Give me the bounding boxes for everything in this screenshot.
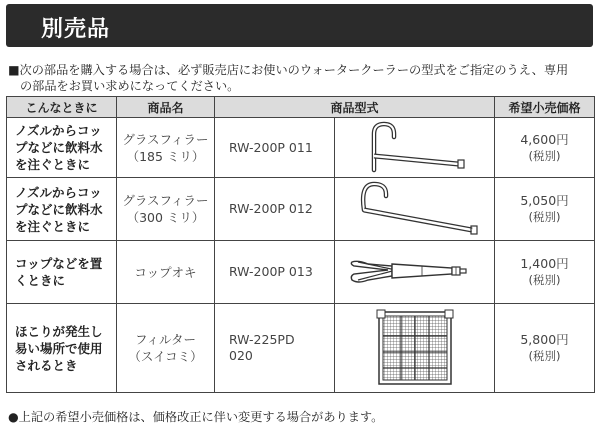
when-line: プなどに飲料水 (15, 140, 103, 155)
when-cell (7, 304, 117, 393)
tax-note: (税別) (528, 210, 561, 224)
when-line: ノズルからコッ (15, 184, 102, 200)
name-line: コップオキ (134, 264, 197, 280)
name-cell (117, 241, 215, 304)
tax-note: (税別) (528, 273, 561, 287)
table-row (7, 241, 595, 304)
long-glass-filler-icon (340, 180, 490, 238)
footnote: ●上記の希望小売価格は、価格改正に伴い変更する場合があります。 (8, 410, 384, 424)
when-cell (7, 241, 117, 304)
page-title: 別売品 (41, 17, 111, 42)
filter-mesh-icon (375, 308, 455, 388)
image-cell (335, 178, 495, 241)
tax-note: (税別) (528, 148, 561, 163)
when-line: を注ぐときに (15, 157, 91, 172)
when-cell (7, 178, 117, 241)
model-line: 020 (229, 348, 253, 363)
when-line: 易い場所で使用 (15, 340, 103, 356)
short-glass-filler-icon (340, 120, 490, 176)
price-cell (495, 118, 595, 178)
model-line: RW-225PD (229, 332, 295, 347)
price-cell (495, 241, 595, 304)
when-line: コップなどを置 (15, 256, 103, 271)
name-line: グラスフィラー (122, 131, 209, 147)
name-line: （スイコミ） (128, 349, 203, 364)
price-value: 4,600円 (520, 131, 569, 147)
name-line: フィルター (134, 332, 196, 347)
table-row (7, 118, 595, 178)
header-price: 希望小売価格 (495, 97, 595, 118)
table-header-row (7, 97, 595, 118)
when-line: プなどに飲料水 (15, 201, 103, 217)
model-line: RW-200P 012 (229, 201, 313, 216)
price-cell (495, 304, 595, 393)
table-row (7, 304, 595, 393)
name-line: （300 ミリ） (126, 210, 205, 225)
table-row (7, 178, 595, 241)
image-cell (335, 304, 495, 393)
model-cell (215, 118, 335, 178)
name-line: （185 ミリ） (126, 148, 205, 164)
intro-line-2: の部品をお買い求めになってください。 (20, 79, 240, 93)
image-cell (335, 118, 495, 178)
when-line: くときに (15, 273, 66, 288)
cup-holder-icon (340, 250, 490, 294)
header-name: 商品名 (117, 97, 215, 118)
intro-note (8, 62, 594, 94)
price-cell (495, 178, 595, 241)
title-bar (6, 4, 593, 47)
name-cell (117, 304, 215, 393)
name-line: グラスフィラー (122, 193, 209, 208)
tax-note: (税別) (528, 349, 561, 363)
when-line: されるとき (15, 357, 78, 373)
price-value: 1,400円 (520, 256, 569, 271)
parts-table (6, 96, 595, 393)
model-cell (215, 241, 335, 304)
image-cell (335, 241, 495, 304)
intro-line-1: ■次の部品を購入する場合は、必ず販売店にお使いのウォータークーラーの型式をご指定のうえ、専用 (8, 63, 569, 77)
model-line: RW-200P 013 (229, 264, 313, 279)
model-cell (215, 178, 335, 241)
name-cell (117, 178, 215, 241)
when-line: ほこりが発生し (15, 323, 103, 339)
header-when: こんなときに (7, 97, 117, 118)
model-line: RW-200P 011 (229, 139, 313, 155)
when-line: ノズルからコッ (15, 123, 102, 138)
when-cell (7, 118, 117, 178)
price-value: 5,050円 (520, 193, 569, 208)
header-model: 商品型式 (215, 97, 495, 118)
when-line: を注ぐときに (15, 218, 91, 234)
price-value: 5,800円 (520, 332, 569, 347)
name-cell (117, 118, 215, 178)
model-cell (215, 304, 335, 393)
